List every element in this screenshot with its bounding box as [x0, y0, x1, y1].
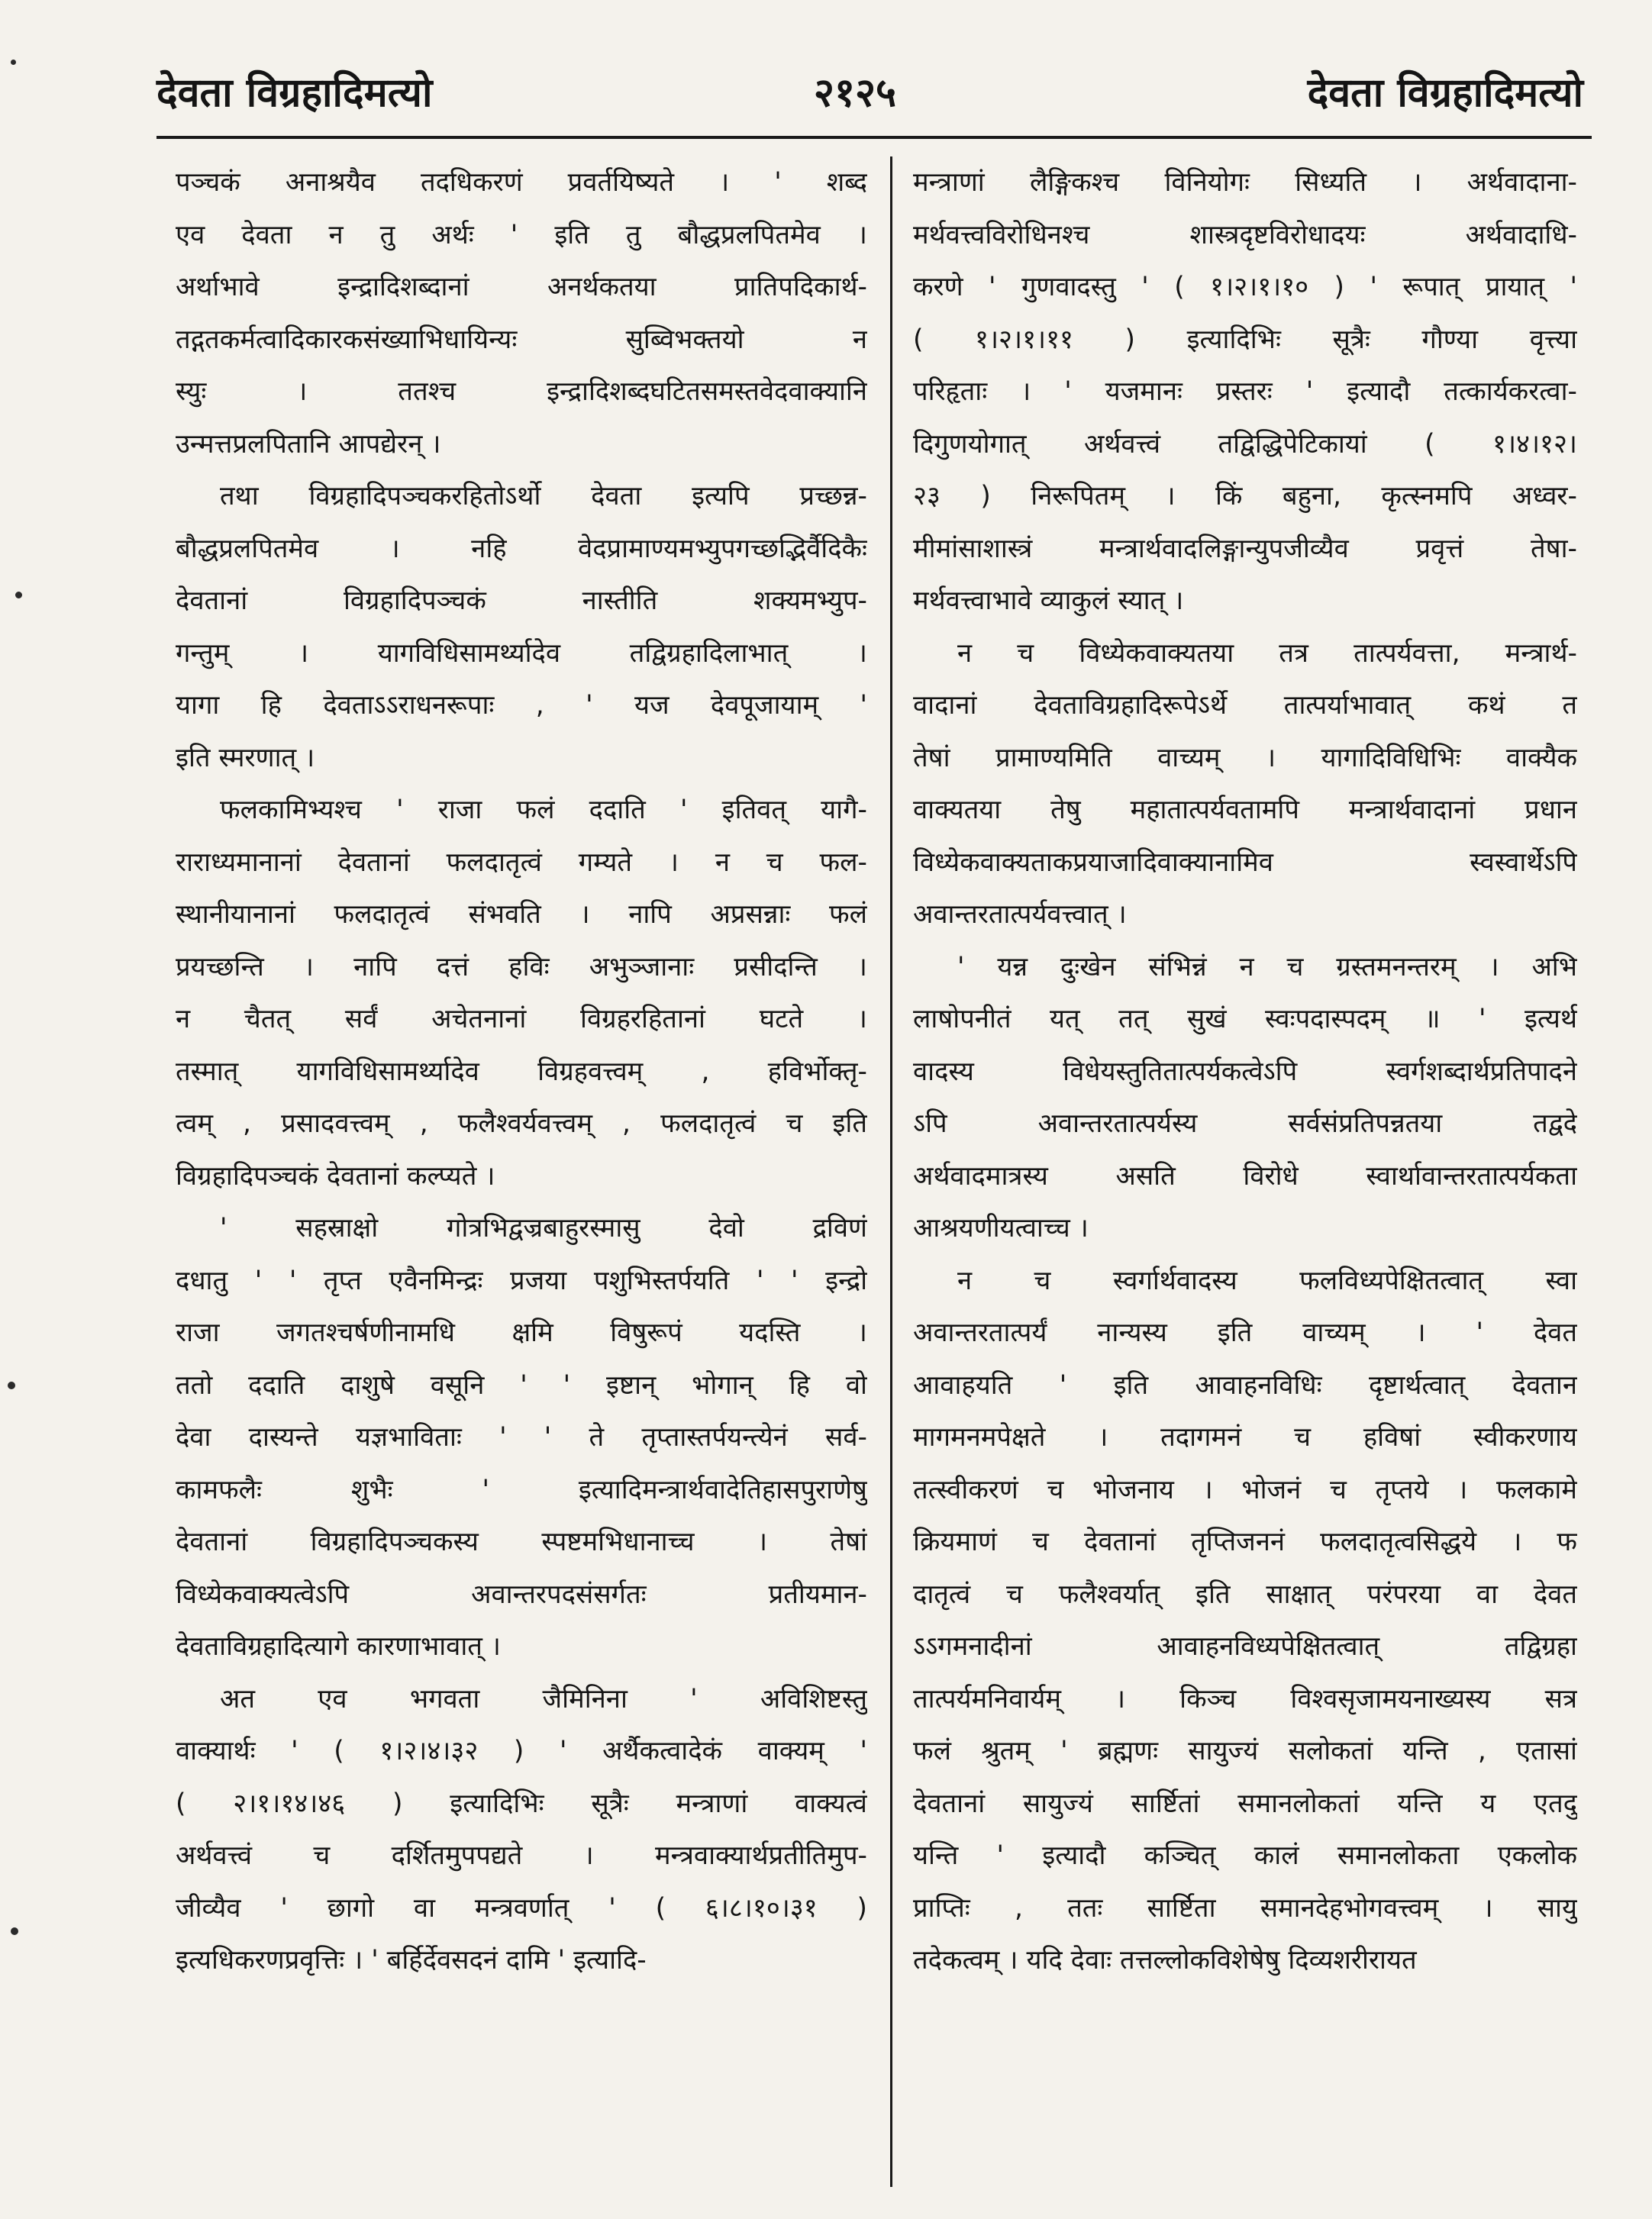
text-line: ऽऽगमनादीनां आवाहनविध्यपेक्षितत्वात् तद्विग्रहा: [913, 1631, 1577, 1662]
text-line: फलं श्रुतम् ' ब्रह्मणः सायुज्यं सलोकतां यन्ति , एतासां: [913, 1736, 1577, 1766]
text-line: आवाहयति ' इति आवाहनविधिः दृष्टार्थत्वात् देवतान: [913, 1369, 1577, 1401]
text-line: देवतानां विग्रहादिपञ्चकस्य स्पष्टमभिधानाच्च । तेषां: [176, 1527, 867, 1557]
text-line: त्वम् , प्रसादवत्त्वम् , फलैश्वर्यवत्त्वम् , फलदातृत्वं च इति: [176, 1108, 867, 1139]
text-line: वाक्यतया तेषु महातात्पर्यवतामपि मन्त्रार्थवादानां प्रधान: [913, 795, 1577, 825]
text-line: मन्त्राणां लैङ्गिकश्च विनियोगः सिध्यति । अर्थवादाना-: [913, 167, 1577, 198]
text-line: दातृत्वं च फलैश्वर्यात् इति साक्षात् परंपरया वा देवत: [913, 1579, 1577, 1610]
text-line: न च स्वर्गार्थवादस्य फलविध्यपेक्षितत्वात् स्वा: [957, 1265, 1577, 1296]
text-line: बौद्धप्रलपितमेव । नहि वेदप्रामाण्यमभ्युपगच्छद्भिर्वैदिकैः: [176, 533, 867, 564]
text-line: गन्तुम् । यागविधिसामर्थ्यादेव तद्विग्रहादिलाभात् ।: [176, 637, 867, 669]
text-line: विध्येकवाक्यत्वेऽपि अवान्तरपदसंसर्गतः प्रतीयमान-: [176, 1579, 867, 1610]
text-line: प्राप्तिः , ततः सार्ष्टिता समानदेहभोगवत्त्वम् । सायु: [913, 1892, 1577, 1924]
text-line: आश्रयणीयत्वाच्च ।: [913, 1213, 1089, 1243]
text-line: अवान्तरतात्पर्यवत्त्वात् ।: [913, 899, 1127, 930]
text-line: न च विध्येकवाक्यतया तत्र तात्पर्यवत्ता, मन्त्रार्थ-: [957, 637, 1577, 669]
text-line: कामफलैः शुभैः ' इत्यादिमन्त्रार्थवादेतिहासपुराणेषु: [176, 1474, 867, 1505]
text-line: विग्रहादिपञ्चकं देवतानां कल्प्यते ।: [176, 1160, 495, 1192]
text-line: यन्ति ' इत्यादौ कञ्चित् कालं समानलोकता एकलोक: [913, 1840, 1577, 1871]
text-line: उन्मत्तप्रलपितानि आपद्येरन् ।: [176, 428, 441, 460]
text-line: न चैतत् सर्वं अचेतनानां विग्रहरहितानां घटते ।: [176, 1004, 867, 1034]
text-line: प्रयच्छन्ति । नापि दत्तं हविः अभुञ्जानाः प्रसीदन्ति ।: [176, 951, 867, 982]
text-line: अत एव भगवता जैमिनिना ' अविशिष्टस्तु: [220, 1683, 867, 1714]
scan-speck: [11, 60, 16, 65]
left-column: [176, 156, 867, 1987]
text-line: दधातु ' ' तृप्त एवैनमिन्द्रः प्रजया पशुभिस्तर्पयति ' ' इन्द्रो: [176, 1265, 867, 1296]
right-column: [913, 156, 1577, 1987]
page-number: २१२५: [813, 70, 897, 116]
text-line: ( १।२।१।११ ) इत्यादिभिः सूत्रैः गौण्या वृत्त्या: [913, 324, 1577, 355]
text-line: अवान्तरतात्पर्यं नान्यस्य इति वाच्यम् । ' देवत: [913, 1318, 1577, 1348]
text-line: करणे ' गुणवादस्तु ' ( १।२।१।१० ) ' रूपात् प्रायात् ': [913, 272, 1577, 302]
text-line: देवतानां विग्रहादिपञ्चकं नास्तीति शक्यमभ्युप-: [176, 585, 867, 616]
running-header-left: देवता विग्रहादिमत्यो: [156, 70, 433, 116]
text-line: तथा विग्रहादिपञ्चकरहितोऽर्थो देवता इत्यपि प्रच्छन्न-: [220, 481, 867, 511]
column-divider: [890, 156, 892, 2187]
text-line: मीमांसाशास्त्रं मन्त्रार्थवादलिङ्गान्युपजीव्यैव प्रवृत्तं तेषा-: [913, 533, 1577, 564]
text-line: अर्थाभावे इन्द्रादिशब्दानां अनर्थकतया प्रातिपदिकार्थ-: [176, 272, 867, 302]
text-line: ( २।१।१४।४६ ) इत्यादिभिः सूत्रैः मन्त्राणां वाक्यत्वं: [176, 1788, 867, 1819]
text-line: तात्पर्यमनिवार्यम् । किञ्च विश्वसृजामयनाख्यस्य सत्र: [913, 1683, 1577, 1714]
text-line: यागा हि देवताऽऽराधनरूपाः , ' यज देवपूजायाम् ': [176, 690, 867, 721]
text-line: एव देवता न तु अर्थः ' इति तु बौद्धप्रलपितमेव ।: [176, 219, 867, 250]
text-line: राराध्यमानानां देवतानां फलदातृत्वं गम्यते । न च फल-: [176, 847, 867, 878]
text-line: वादस्य विधेयस्तुतितात्पर्यकत्वेऽपि स्वर्गशब्दार्थप्रतिपादने: [913, 1056, 1577, 1087]
text-line: तस्मात् यागविधिसामर्थ्यादेव विग्रहवत्त्वम् , हविर्भोक्तृ-: [176, 1056, 867, 1087]
text-line: देवताविग्रहादित्यागे कारणाभावात् ।: [176, 1631, 501, 1662]
text-line: राजा जगतश्चर्षणीनामधि क्षमि विषुरूपं यदस्ति ।: [176, 1318, 867, 1348]
text-line: मर्थवत्त्वाभावे व्याकुलं स्यात् ।: [913, 585, 1184, 616]
text-line: ' यन्न दुःखेन संभिन्नं न च ग्रस्तमनन्तरम् । अभि: [957, 951, 1577, 982]
text-line: स्युः । ततश्च इन्द्रादिशब्दघटितसमस्तवेदवाक्यानि: [176, 376, 867, 407]
text-line: देवा दास्यन्ते यज्ञभाविताः ' ' ते तृप्तास्तर्पयन्त्येनं सर्व-: [176, 1422, 867, 1453]
text-line: परिहृताः । ' यजमानः प्रस्तरः ' इत्यादौ तत्कार्यकरत्वा-: [913, 376, 1577, 407]
scan-speck: [15, 592, 22, 598]
text-line: वाक्यार्थः ' ( १।२।४।३२ ) ' अर्थैकत्वादेकं वाक्यम् ': [176, 1736, 867, 1766]
running-header-right: देवता विग्रहादिमत्यो: [1307, 70, 1583, 116]
text-line: मर्थवत्त्वविरोधिनश्च शास्त्रदृष्टविरोधादयः अर्थवादाधि-: [913, 219, 1577, 250]
text-line: ऽपि अवान्तरतात्पर्यस्य सर्वसंप्रतिपन्नतया तद्वदे: [913, 1108, 1577, 1139]
text-line: तद्गतकर्मत्वादिकारकसंख्याभिधायिन्यः सुब्विभक्तयो न: [176, 324, 867, 355]
text-line: फलकामिभ्यश्च ' राजा फलं ददाति ' इतिवत् यागै-: [220, 795, 867, 825]
text-line: देवतानां सायुज्यं सार्ष्टितां समानलोकतां यन्ति य एतदु: [913, 1788, 1577, 1819]
text-line: अर्थवादमात्रस्य असति विरोधे स्वार्थावान्तरतात्पर्यकता: [913, 1160, 1577, 1192]
text-line: विध्येकवाक्यताकप्रयाजादिवाक्यानामिव स्वस्वार्थेऽपि: [913, 847, 1577, 878]
header-rule: [156, 136, 1592, 139]
text-line: स्थानीयानानां फलदातृत्वं संभवति । नापि अप्रसन्नाः फलं: [176, 899, 867, 930]
text-line: तदेकत्वम् । यदि देवाः तत्तल्लोकविशेषेषु दिव्यशरीरायत: [913, 1945, 1417, 1975]
text-line: तत्स्वीकरणं च भोजनाय । भोजनं च तृप्तये । फलकामे: [913, 1474, 1577, 1505]
scan-speck: [8, 1382, 15, 1389]
text-line: २३ ) निरूपितम् । किं बहुना, कृत्स्नमपि अध्वर-: [913, 481, 1577, 511]
text-line: वादानां देवताविग्रहादिरूपेऽर्थे तात्पर्याभावात् कथं त: [913, 690, 1577, 721]
text-line: क्रियमाणं च देवतानां तृप्तिजननं फलदातृत्वसिद्धये । फ: [913, 1527, 1577, 1557]
scan-speck: [11, 1927, 18, 1935]
text-line: इत्यधिकरणप्रवृत्तिः । ' बर्हिर्देवसदनं दामि ' इत्यादि-: [176, 1945, 647, 1975]
text-line: जीव्यैव ' छागो वा मन्त्रवर्णात् ' ( ६।८।१०।३१ ): [176, 1892, 867, 1924]
text-line: दिगुणयोगात् अर्थवत्त्वं तद्विद्धिपेटिकायां ( १।४।१२।: [913, 428, 1577, 460]
text-line: ततो ददाति दाशुषे वसूनि ' ' इष्टान् भोगान् हि वो: [176, 1369, 867, 1401]
text-line: पञ्चकं अनाश्रयैव तदधिकरणं प्रवर्तयिष्यते । ' शब्द: [176, 167, 867, 198]
text-line: ' सहस्राक्षो गोत्रभिद्वज्रबाहुरस्मासु देवो द्रविणं: [220, 1213, 867, 1243]
text-line: अर्थवत्त्वं च दर्शितमुपपद्यते । मन्त्रवाक्यार्थप्रतीतिमुप-: [176, 1840, 867, 1871]
text-line: तेषां प्रामाण्यमिति वाच्यम् । यागादिविधिभिः वाक्यैक: [913, 742, 1577, 773]
text-line: मागमनमपेक्षते । तदागमनं च हविषां स्वीकरणाय: [913, 1422, 1577, 1453]
text-line: लाषोपनीतं यत् तत् सुखं स्वःपदास्पदम् ॥ ' इत्यर्थ: [913, 1004, 1577, 1034]
text-line: इति स्मरणात् ।: [176, 742, 315, 773]
